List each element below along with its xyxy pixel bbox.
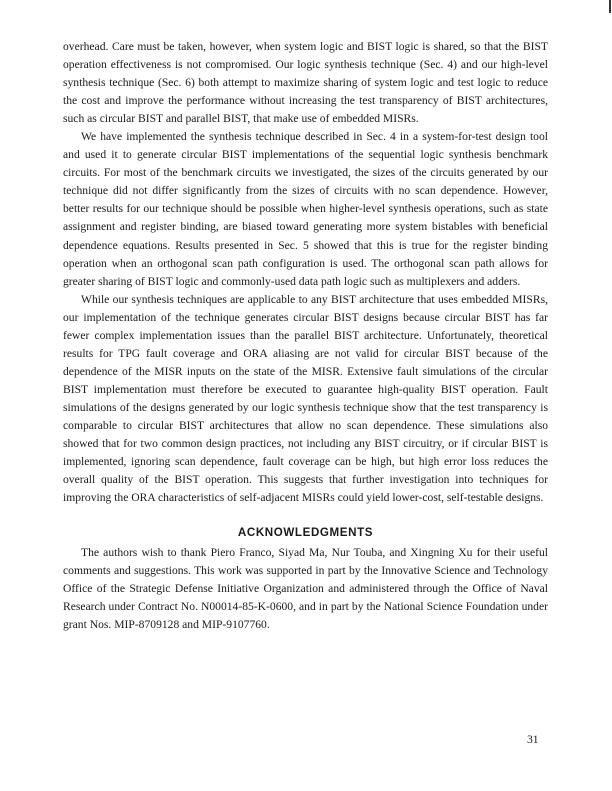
- scan-edge-mark: [609, 0, 611, 13]
- paragraph-overhead: overhead. Care must be taken, however, when system logic and BIST logic is shared, so that the BIST operation effectiveness is not compromised. Our logic synthesis technique (Sec. 4) and our high-level synthesis technique (Sec. 6) both attempt to maximize sharing of system logic and test logic to reduce the cost and improve the performance without increasing the test transparency of BIST architectures, such as circular BIST and parallel BIST, that make use of embedded MISRs.: [63, 40, 548, 126]
- page-number: 31: [527, 733, 539, 746]
- acknowledgments-heading: ACKNOWLEDGMENTS: [237, 526, 374, 540]
- document-page: [63, 38, 548, 634]
- paragraph-circular-bist: While our synthesis techniques are applicable to any BIST architecture that uses embedded MISRs, our implementation of the technique generates circular BIST designs because circular BIST has far fewer complex implementation issues than the parallel BIST architecture. Unfortunately, theoretical results for TPG fault coverage and ORA aliasing are not valid for circular BIST because of the dependence of the MISR inputs on the state of the MISR. Extensive fault simulations of the circular BIST implementation must therefore be executed to guarantee high-quality BIST operation. Fault simulations of the designs generated by our logic synthesis technique show that the test transparency is comparable to circular BIST architectures that allow no scan dependence. These simulations also showed that for two common design practices, not including any BIST circuitry, or if circular BIST is implemented, ignoring scan dependence, fault coverage can be high, but high error loss reduces the overall quality of the BIST operation. This suggests that further investigation into techniques for improving the ORA characteristics of self-adjacent MISRs could yield lower-cost, self-testable designs.: [63, 292, 548, 505]
- paragraph-implementation: We have implemented the synthesis technique described in Sec. 4 in a system-for-test design tool and used it to generate circular BIST implementations of the sequential logic synthesis benchmark circuits. For most of the benchmark circuits we investigated, the sizes of the circuits generated by our technique did not differ significantly from the sizes of circuits with no scan dependence. However, better results for our technique should be possible when higher-level synthesis operations, such as state assignment and register binding, are biased toward generating more system bistables with beneficial dependence equations. Results presented in Sec. 5 showed that this is true for the register binding operation when an orthogonal scan path configuration is used. The orthogonal scan path allows for greater sharing of BIST logic and commonly-used data path logic such as multiplexers and adders.: [63, 130, 548, 288]
- acknowledgments-paragraph: The authors wish to thank Piero Franco, Siyad Ma, Nur Touba, and Xingning Xu for their useful comments and suggestions. This work was supported in part by the Innovative Science and Technology Office of the Strategic Defense Initiative Organization and administered through the Office of Naval Research under Contract No. N00014-85-K-0600, and in part by the National Science Foundation under grant Nos. MIP-8709128 and MIP-9107760.: [63, 546, 548, 632]
